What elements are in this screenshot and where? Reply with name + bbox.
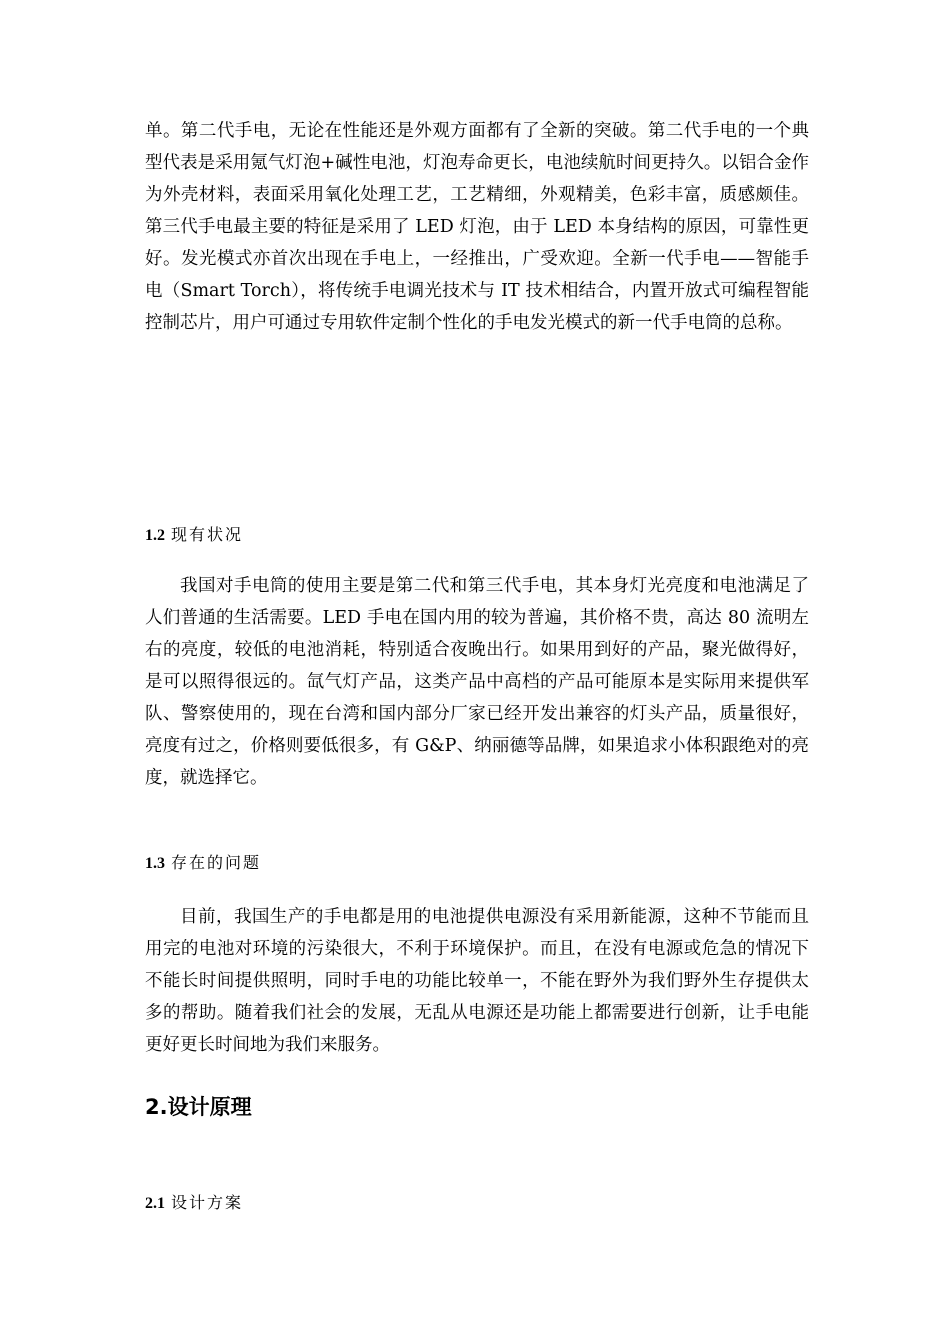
heading-number: 1.3 — [145, 855, 165, 872]
heading-text: 设计方案 — [171, 1193, 244, 1212]
heading-number: 1.2 — [145, 527, 165, 544]
heading-2-1-design-plan — [145, 1191, 243, 1216]
heading-1-2-current-status — [145, 523, 243, 548]
paragraph-current-status: 我国对手电筒的使用主要是第二代和第三代手电，其本身灯光亮度和电池满足了人们普通的生活需要。LED 手电在国内用的较为普遍，其价格不贵，高达 80 流明左右的亮度，较低的电池消耗，特别适合夜晚出行。如果用到好的产品，聚光做得好，是可以照得很远的。氙气灯产品，这类产品中高档的产品可能原本是实际用来提供军队、警察使用的，现在台湾和国内部分厂家已经开发出兼容的灯头产品，质量很好，亮度有过之，价格则要低很多，有 G&P、纳丽德等品牌，如果追求小体积跟绝对的亮度，就选择它。 — [145, 576, 809, 788]
heading-text: 存在的问题 — [171, 853, 262, 872]
heading-number: 2.1 — [145, 1195, 165, 1212]
paragraph-existing-problems: 目前，我国生产的手电都是用的电池提供电源没有采用新能源，这种不节能而且用完的电池对环境的污染很大，不利于环境保护。而且，在没有电源或危急的情况下不能长时间提供照明，同时手电的功能比较单一，不能在野外为我们野外生存提供太多的帮助。随着我们社会的发展，无乱从电源还是功能上都需要进行创新，让手电能更好更长时间地为我们来服务。 — [145, 907, 809, 1055]
heading-text: 现有状况 — [171, 525, 244, 544]
section-title-design-principle: 2.设计原理 — [145, 1095, 252, 1119]
heading-1-3-existing-problems — [145, 851, 261, 876]
paragraph-flashlight-generations: 单。第二代手电，无论在性能还是外观方面都有了全新的突破。第二代手电的一个典型代表是采用氪气灯泡+碱性电池，灯泡寿命更长，电池续航时间更持久。以铝合金作为外壳材料，表面采用氧化处理工艺，工艺精细，外观精美，色彩丰富，质感颇佳。 第三代手电最主要的特征是采用了 LED 灯泡，由于 LED 本身结构的原因，可靠性更好。发光模式亦首次出现在手电上，一经推出，广受欢迎。全新一代手电——智能手电（Smart Torch），将传统手电调光技术与 IT 技术相结合，内置开放式可编程智能控制芯片，用户可通过专用软件定制个性化的手电发光模式的新一代手电筒的总称。 — [145, 121, 809, 333]
